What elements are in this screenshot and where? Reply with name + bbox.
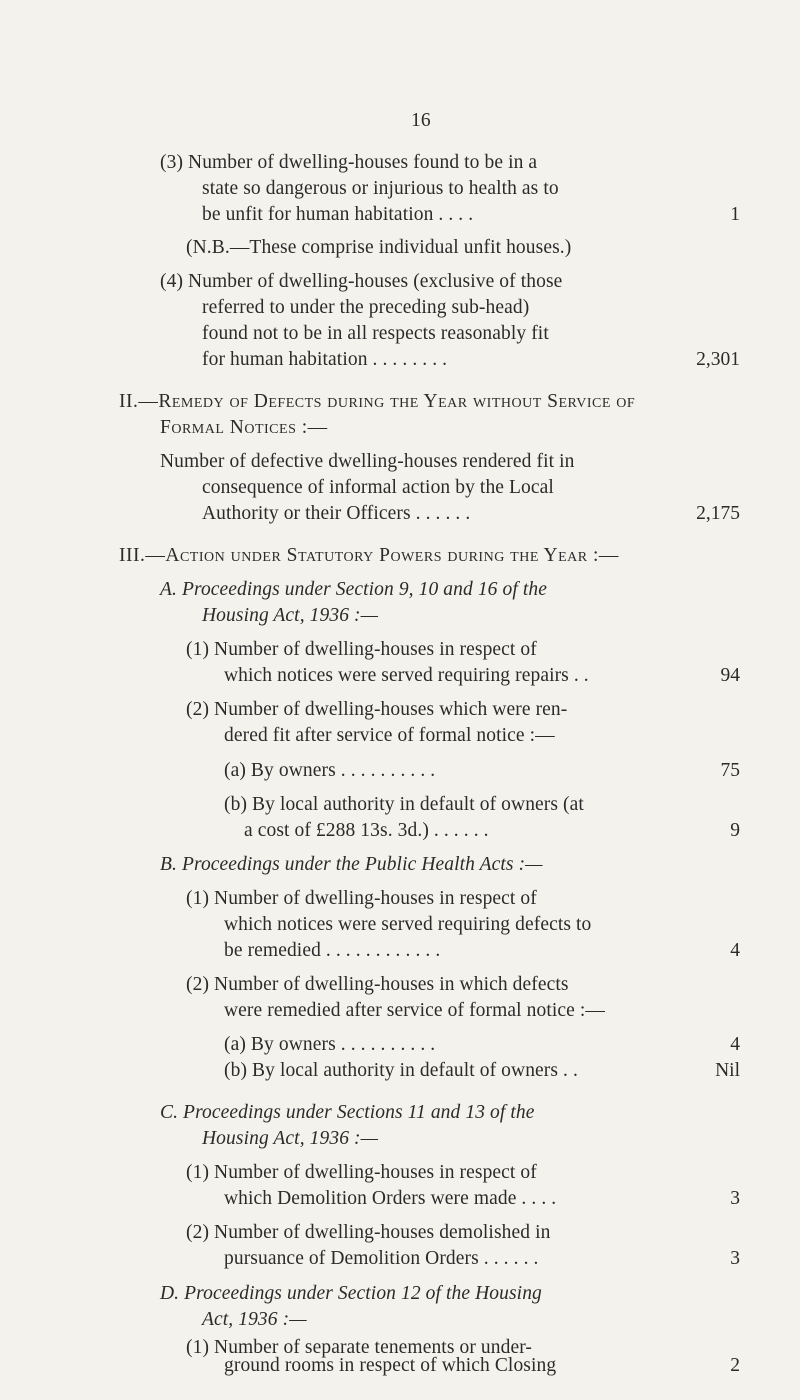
section-a-heading-line-2: Housing Act, 1936 :— bbox=[202, 605, 379, 626]
a-item-2a-line-1: (a) By owners . . . . . . . . . . bbox=[224, 760, 436, 781]
section-ii-heading-line-1: II.—Remedy of Defects during the Year without Service of bbox=[119, 391, 636, 412]
section-iii-heading: III.—Action under Statutory Powers during the Year :— bbox=[119, 545, 619, 566]
section-a-heading-line-1: A. Proceedings under Section 9, 10 and 16 of the bbox=[160, 579, 547, 600]
a-item-1-line-2: which notices were served requiring repairs . . bbox=[224, 665, 589, 686]
b-item-2-line-2: were remedied after service of formal notice :— bbox=[224, 1000, 605, 1021]
c-item-1-line-1: (1) Number of dwelling-houses in respect of bbox=[186, 1162, 537, 1183]
section-c-heading-line-2: Housing Act, 1936 :— bbox=[202, 1128, 379, 1149]
c-item-1-value: 3 bbox=[730, 1188, 740, 1209]
b-item-2b-value: Nil bbox=[715, 1060, 740, 1081]
b-item-1-line-3: be remedied . . . . . . . . . . . . bbox=[224, 940, 441, 961]
item-3-value: 1 bbox=[730, 204, 740, 225]
c-item-1-line-2: which Demolition Orders were made . . . . bbox=[224, 1188, 557, 1209]
section-c-heading-line-1: C. Proceedings under Sections 11 and 13 of the bbox=[160, 1102, 535, 1123]
c-item-2-line-2: pursuance of Demolition Orders . . . . . . bbox=[224, 1248, 539, 1269]
d-item-1-line-1: (1) Number of separate tenements or under- bbox=[186, 1337, 533, 1358]
item-4-value: 2,301 bbox=[696, 349, 740, 370]
section-d-heading-line-2: Act, 1936 :— bbox=[202, 1309, 307, 1330]
section-ii-item-line-1: Number of defective dwelling-houses rendered fit in bbox=[160, 451, 575, 472]
a-item-2b-line-1: (b) By local authority in default of owners (at bbox=[224, 794, 584, 815]
section-ii-item-line-2: consequence of informal action by the Local bbox=[202, 477, 554, 498]
a-item-2b-line-2: a cost of £288 13s. 3d.) . . . . . . bbox=[244, 820, 489, 841]
page-number: 16 bbox=[411, 110, 431, 131]
d-item-1-value: 2 bbox=[730, 1355, 740, 1376]
item-4-line-3: found not to be in all respects reasonably fit bbox=[202, 323, 549, 344]
nb-note: (N.B.—These comprise individual unfit houses.) bbox=[186, 237, 572, 258]
a-item-2-line-2: dered fit after service of formal notice :— bbox=[224, 725, 555, 746]
item-3-line-1: (3) Number of dwelling-houses found to be in a bbox=[160, 152, 538, 173]
section-ii-item-value: 2,175 bbox=[696, 503, 740, 524]
item-4-line-4: for human habitation . . . . . . . . bbox=[202, 349, 448, 370]
section-ii-heading-line-2: Formal Notices :— bbox=[160, 417, 328, 438]
d-item-1-line-2: ground rooms in respect of which Closing bbox=[224, 1355, 557, 1376]
b-item-2a-value: 4 bbox=[730, 1034, 740, 1055]
a-item-2b-value: 9 bbox=[730, 820, 740, 841]
a-item-2-line-1: (2) Number of dwelling-houses which were ren- bbox=[186, 699, 568, 720]
a-item-2a-value: 75 bbox=[720, 760, 740, 781]
item-4-line-2: referred to under the preceding sub-head) bbox=[202, 297, 530, 318]
section-b-heading: B. Proceedings under the Public Health Acts :— bbox=[160, 854, 543, 875]
b-item-2b-line-1: (b) By local authority in default of owners . . bbox=[224, 1060, 578, 1081]
b-item-2a-line-1: (a) By owners . . . . . . . . . . bbox=[224, 1034, 436, 1055]
section-d-heading-line-1: D. Proceedings under Section 12 of the Housing bbox=[160, 1283, 542, 1304]
item-3-line-2: state so dangerous or injurious to health as to bbox=[202, 178, 559, 199]
a-item-1-line-1: (1) Number of dwelling-houses in respect of bbox=[186, 639, 537, 660]
b-item-1-line-1: (1) Number of dwelling-houses in respect of bbox=[186, 888, 537, 909]
b-item-1-line-2: which notices were served requiring defects to bbox=[224, 914, 592, 935]
a-item-1-value: 94 bbox=[720, 665, 740, 686]
section-ii-item-line-3: Authority or their Officers . . . . . . bbox=[202, 503, 471, 524]
c-item-2-line-1: (2) Number of dwelling-houses demolished in bbox=[186, 1222, 551, 1243]
item-3-line-3: be unfit for human habitation . . . . bbox=[202, 204, 474, 225]
c-item-2-value: 3 bbox=[730, 1248, 740, 1269]
item-4-line-1: (4) Number of dwelling-houses (exclusive of those bbox=[160, 271, 563, 292]
b-item-1-value: 4 bbox=[730, 940, 740, 961]
b-item-2-line-1: (2) Number of dwelling-houses in which defects bbox=[186, 974, 569, 995]
